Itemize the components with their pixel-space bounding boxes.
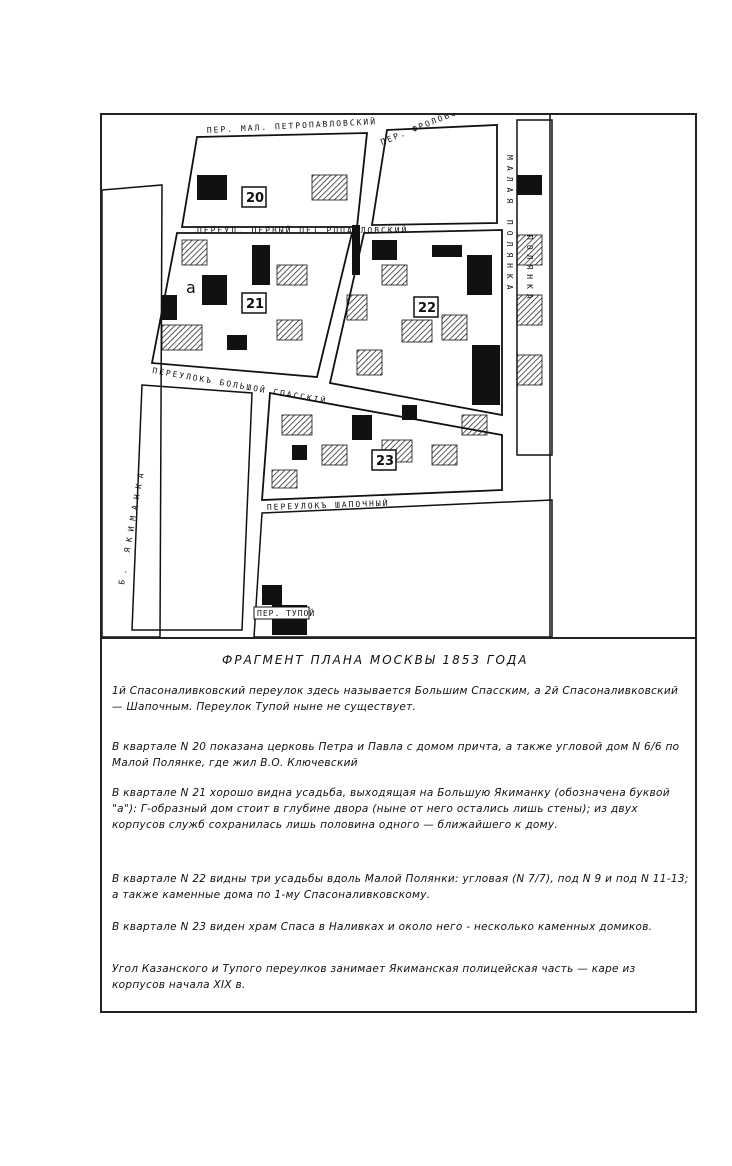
street-label-bolshoy-spassky: ПЕРЕУЛОКЪ БОЛЬШОЙ СПАССКІЙ	[151, 366, 328, 406]
estate-marker-a: а	[186, 278, 196, 297]
street-label-mal-polyanka: МАЛАЯ ПОЛЯНКА	[505, 155, 514, 296]
block-label-22: 22	[418, 301, 437, 316]
caption-paragraph-2: В квартале N 20 показана церковь Петра и Павла с домом причта, а также угловой дом N 6/6 по Малой Полянке, где жил В.О. Ключевский	[112, 741, 680, 769]
caption-paragraph-3: В квартале N 21 хорошо видна усадьба, выходящая на Большую Якиманку (обозначена буквой "а"): Г-образный дом стоит в глубине двора (ныне от него остались лишь стены); из двух корпусов служб сохранилась лишь половина одного — ближайшего к дому.	[112, 787, 670, 831]
street-label-mal-petropavlovsky: ПЕР. МАЛ. ПЕТРОПАВЛОВСКИЙ	[206, 117, 378, 135]
block-label-23: 23	[376, 454, 395, 469]
caption-paragraph-6: Угол Казанского и Тупого переулков занимает Якиманская полицейская часть — каре из корпусов начала XIX в.	[112, 963, 636, 991]
block-label-20: 20	[246, 191, 265, 206]
map-caption	[102, 637, 695, 1013]
document-sheet	[100, 113, 697, 1013]
caption-paragraph-5: В квартале N 23 виден храм Спаса в Наливках и около него - несколько каменных домиков.	[112, 921, 653, 933]
caption-title: ФРАГМЕНТ ПЛАНА МОСКВЫ 1853 ГОДА	[222, 653, 529, 667]
street-label-tupoy: ПЕР. ТУПОЙ	[257, 609, 316, 618]
street-label-yakimanka: Б. ЯКИМАНКА	[117, 466, 147, 586]
caption-paragraph-4: В квартале N 22 видны три усадьбы вдоль Малой Полянки: угловая (N 7/7), под N 9 и под N 11-13; а также каменные дома по 1-му Спасоналивковскому.	[112, 873, 689, 901]
street-label-shapochny: ПЕРЕУЛОКЪ ШАПОЧНЫЙ	[266, 498, 390, 512]
block-label-21: 21	[246, 297, 265, 312]
caption-paragraph-1: 1й Спасоналивковский переулок здесь называется Большим Спасским, а 2й Спасоналивковский — Шапочным. Переулок Тупой ныне не существует.	[112, 685, 679, 713]
street-label-perv-petropavlovsky: ПЕРЕУЛ. ПЕРВЫЙ ПЕТ РОПАВЛОВСКИЙ	[197, 226, 409, 235]
city-plan-map	[102, 115, 695, 637]
street-label-right: ПОЛЯНКА	[525, 235, 534, 304]
